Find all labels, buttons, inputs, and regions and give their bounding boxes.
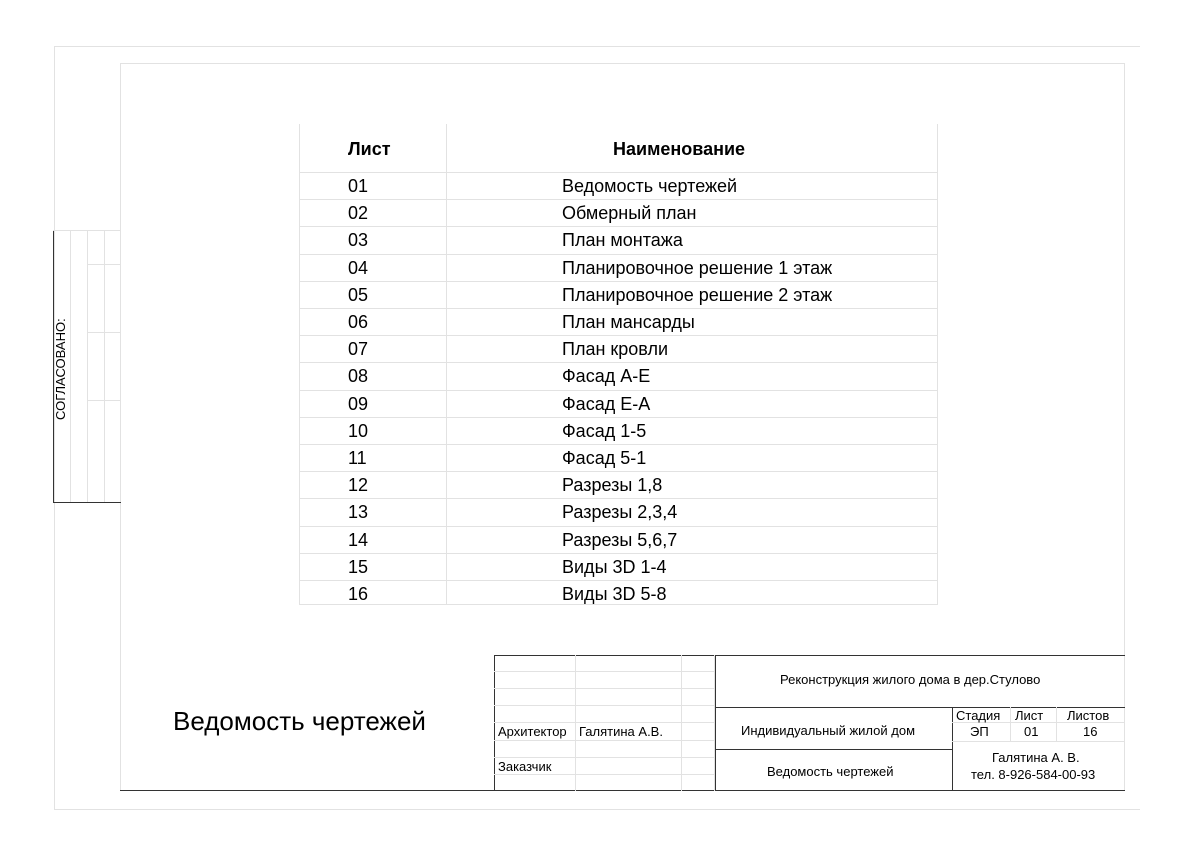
sheets-label: Листов [1067, 708, 1110, 723]
row-sheet-name: Планировочное решение 1 этаж [562, 257, 833, 278]
title-block [494, 655, 1125, 791]
row-sheet-name: Разрезы 2,3,4 [562, 502, 678, 523]
row-sheet-number: 10 [348, 420, 369, 441]
row-sheet-number: 03 [348, 230, 369, 251]
table-row [299, 172, 938, 199]
customer-label: Заказчик [498, 759, 552, 774]
row-sheet-name: Разрезы 5,6,7 [562, 529, 678, 550]
table-row [299, 498, 938, 525]
row-sheet-name: Фасад Е-А [562, 393, 651, 414]
table-row [299, 580, 938, 607]
row-sheet-name: Фасад 5-1 [562, 448, 647, 468]
sheets-value: 16 [1083, 724, 1098, 739]
row-sheet-number: 12 [348, 475, 369, 496]
row-sheet-number: 15 [348, 556, 369, 577]
row-sheet-number: 11 [348, 448, 367, 468]
row-sheet-name: Разрезы 1,8 [562, 475, 663, 496]
row-sheet-name: Виды 3D 5-8 [562, 584, 667, 604]
sheet-value: 01 [1024, 724, 1039, 739]
row-sheet-name: Фасад А-Е [562, 366, 651, 387]
frame-top-line [120, 63, 1125, 64]
row-sheet-name: План мансарды [562, 312, 695, 332]
drawing-list-table [299, 124, 938, 605]
row-sheet-number: 08 [348, 366, 369, 387]
object-name: Индивидуальный жилой дом [741, 723, 916, 738]
table-row [299, 226, 938, 253]
table-row [299, 199, 938, 226]
stage-label: Стадия [956, 708, 1001, 723]
table-row [299, 417, 938, 444]
sheet-title: Ведомость чертежей [173, 706, 426, 736]
header-sheet: Лист [348, 139, 391, 159]
row-sheet-name: План монтажа [562, 230, 683, 251]
sheet-outer-top-line [54, 46, 1140, 47]
table-row [299, 526, 938, 553]
architect-name: Галятина А.В. [579, 724, 663, 739]
row-sheet-name: Обмерный план [562, 203, 697, 224]
row-sheet-name: Ведомость чертежей [562, 176, 738, 196]
row-sheet-name: Планировочное решение 2 этаж [562, 284, 833, 305]
drawing-name: Ведомость чертежей [767, 764, 894, 779]
table-row [299, 444, 938, 471]
company-name: Галятина А. В. [992, 750, 1080, 765]
row-sheet-number: 04 [348, 257, 369, 278]
sheet-label: Лист [1015, 708, 1044, 723]
side-stamp-label: СОГЛАСОВАНО: [53, 318, 68, 420]
project-title: Реконструкция жилого дома в дер.Стулово [780, 672, 1041, 687]
table-row [299, 390, 938, 417]
stage-value: ЭП [970, 724, 989, 739]
table-row [299, 308, 938, 335]
row-sheet-number: 09 [348, 393, 369, 414]
row-sheet-number: 06 [348, 312, 369, 332]
row-sheet-name: Фасад 1-5 [562, 420, 647, 441]
row-sheet-number: 13 [348, 502, 369, 523]
table-row [299, 362, 938, 389]
company-phone: тел. 8-926-584-00-93 [971, 767, 1096, 782]
header-name: Наименование [613, 139, 746, 159]
row-sheet-name: Виды 3D 1-4 [562, 556, 667, 577]
row-sheet-number: 05 [348, 284, 369, 305]
table-row [299, 471, 938, 498]
row-sheet-number: 14 [348, 529, 369, 550]
row-sheet-number: 07 [348, 339, 369, 360]
row-sheet-name: План кровли [562, 339, 668, 360]
row-sheet-number: 02 [348, 203, 369, 224]
table-row [299, 553, 938, 580]
sheet-outer-bottom-line [54, 809, 1140, 810]
table-row [299, 254, 938, 281]
table-row [299, 281, 938, 308]
architect-label: Архитектор [498, 724, 567, 739]
row-sheet-number: 01 [348, 176, 369, 196]
side-stamp [53, 230, 121, 503]
row-sheet-number: 16 [348, 584, 369, 604]
table-row [299, 335, 938, 362]
